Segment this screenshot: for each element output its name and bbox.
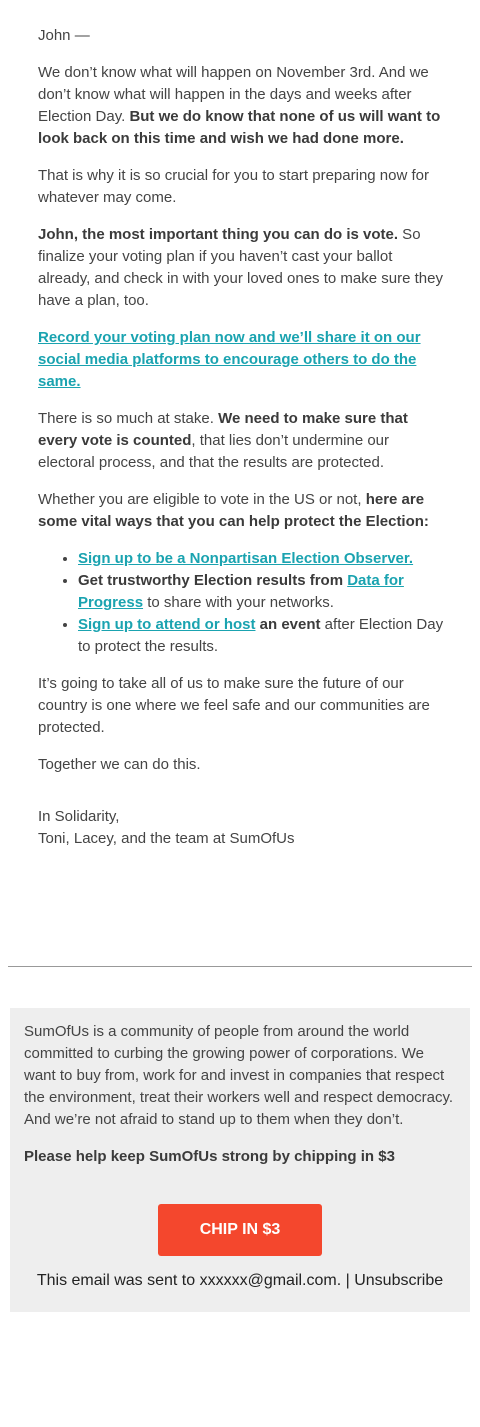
unsubscribe-link[interactable]: Unsubscribe xyxy=(354,1272,444,1289)
list-item-text: after Election Day to protect the results. xyxy=(78,616,444,655)
sent-to-text: This email was sent to xxxxxx@gmail.com. | xyxy=(36,1272,355,1289)
email-body xyxy=(38,25,448,865)
paragraph-together: Together we can do this. xyxy=(38,756,201,773)
paragraph-stakes xyxy=(38,408,448,474)
paragraph-november xyxy=(38,62,448,150)
paragraph-text: So finalize your voting plan if you haven’t cast your ballot already, and check in with your loved ones to make sure they have a plan, too. xyxy=(38,226,443,309)
paragraph-vote xyxy=(38,224,448,312)
attend-or-host-link[interactable]: Sign up to attend or host xyxy=(78,616,256,633)
sent-to-line xyxy=(24,1270,456,1292)
list-item-bold: Get trustworthy Election results from xyxy=(78,572,348,589)
chip-button-wrapper xyxy=(24,1204,456,1256)
paragraph-text: Whether you are eligible to vote in the US or not, xyxy=(38,491,366,508)
chip-in-button[interactable]: CHIP IN $3 xyxy=(158,1204,322,1256)
action-list xyxy=(38,548,448,658)
list-item xyxy=(78,570,448,614)
paragraph-bold: John, the most important thing you can do is vote. xyxy=(38,226,399,243)
signoff-line: In Solidarity, xyxy=(38,808,120,825)
paragraph-bold: But we do know that none of us will want to look back on this time and wish we had done more. xyxy=(38,108,441,147)
list-item-bold: an event xyxy=(255,616,321,633)
footer-appeal xyxy=(24,1146,456,1168)
list-item xyxy=(78,548,448,570)
signoff xyxy=(38,806,448,850)
paragraph-text: We don’t know what will happen on November 3rd. And we don’t know what will happen in the days and weeks after Election Day. xyxy=(38,64,429,125)
paragraph-bold: We need to make sure that every vote is counted xyxy=(38,410,408,449)
footer xyxy=(10,1008,470,1312)
paragraph-record-plan xyxy=(38,327,448,393)
paragraph-preparing: That is why it is so crucial for you to start preparing now for whatever may come. xyxy=(38,167,429,206)
list-item-text: to share with your networks. xyxy=(143,594,334,611)
footer-about: SumOfUs is a community of people from around the world committed to curbing the growing power of corporations. We want to buy from, work for and invest in companies that respect the environment, treat their workers well and respect democracy. And we’re not afraid to stand up to them when they don’t. xyxy=(24,1023,454,1128)
record-voting-plan-link[interactable]: Record your voting plan now and we’ll share it on our social media platforms to encourage others to do the same. xyxy=(38,329,421,390)
footer-appeal-text: Please help keep SumOfUs strong by chipping in $3 xyxy=(24,1148,395,1165)
signoff-names: Toni, Lacey, and the team at SumOfUs xyxy=(38,830,295,847)
list-item xyxy=(78,614,448,658)
paragraph-future: It’s going to take all of us to make sure the future of our country is one where we feel safe and our communities are protected. xyxy=(38,675,430,736)
election-observer-link[interactable]: Sign up to be a Nonpartisan Election Observer. xyxy=(78,550,414,567)
divider xyxy=(8,966,472,967)
data-for-progress-link[interactable]: Data for Progress xyxy=(78,572,404,611)
paragraph-bold: here are some vital ways that you can help protect the Election: xyxy=(38,491,429,530)
paragraph-text: There is so much at stake. xyxy=(38,410,219,427)
paragraph-ways xyxy=(38,489,448,533)
greeting: John — xyxy=(38,27,90,44)
paragraph-text: , that lies don’t undermine our electoral process, and that the results are protected. xyxy=(38,432,390,471)
